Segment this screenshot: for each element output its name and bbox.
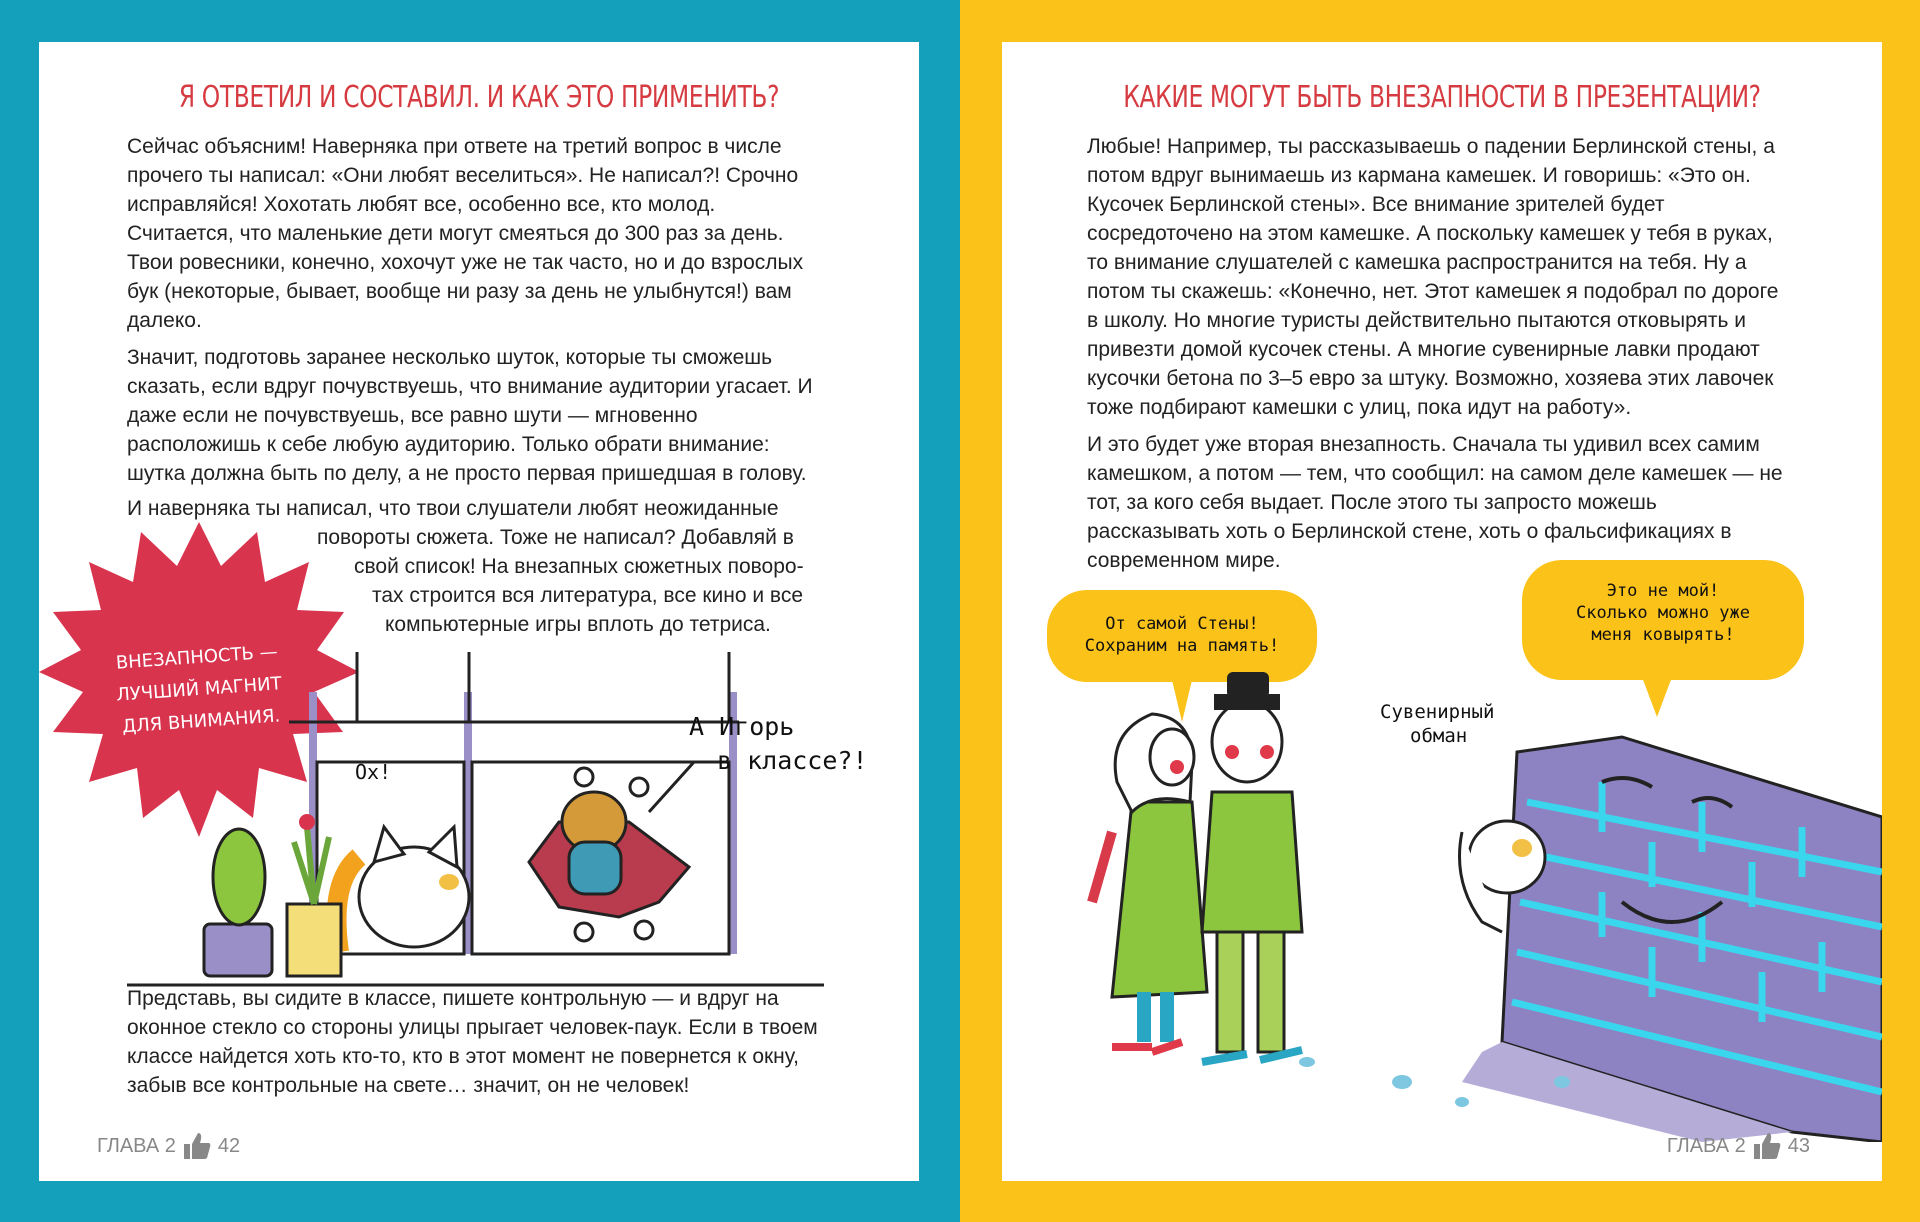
berlin-wall-illustration	[1002, 602, 1882, 1142]
thumbs-up-icon	[182, 1131, 212, 1161]
left-paragraph-1: Сейчас объясним! Наверняка при ответе на третий вопрос в числе прочего ты написал: «Они любят веселиться». Не написал?! Срочно исправляйся! Хохотать любят все, особенно все, кто молод. Считается, что маленькие дети могут смеяться до 300 раз за день. Твои ровесники, конечно, хохочут уже не так часто, но и до взрослых бук (некоторые, бывает, вообще ни разу за день не улыбнутся!) вам далеко.	[127, 135, 804, 332]
cat-speech: Ох!	[355, 760, 392, 784]
right-page	[1002, 42, 1882, 1181]
man-head	[1212, 702, 1282, 782]
left-bottom-paragraph: Представь, вы сидите в классе, пишете контрольную — и вдруг на оконное стекло со стороны улицы прыгает человек-паук. Если в твоем классе найдется хоть кто-то, кто в этот момент не повернется к окну, забыв все контрольные на свете… значит, он не человек!	[127, 987, 818, 1097]
cactus	[213, 829, 265, 925]
man-hat	[1227, 672, 1269, 698]
left-page	[39, 42, 919, 1181]
right-page-heading: КАКИЕ МОГУТ БЫТЬ ВНЕЗАПНОСТИ В ПРЕЗЕНТАЦИИ?	[1123, 80, 1761, 115]
right-paragraph-1: Любые! Например, ты рассказываешь о падении Берлинской стены, а потом вдруг вынимаешь из кармана камешек. И говоришь: «Это он. Кусочек Берлинской стены». Все внимание зрителей будет сосредоточено на этом камешке. А поскольку камешек у тебя в руках, то внимание слушателей с камешка распространится на тебя. Ну а потом ты скажешь: «Конечно, нет. Этот камешек я подобрал по дороге в школу. Но многие туристы действительно пытаются отковырять и привезти домой кусочек стены. А многие сувенирные лавки продают кусочки бетона по 3–5 евро за штуку. Возможно, хозяева этих лавочек тоже подбирают камешки с улиц, пока идут на работу».	[1087, 135, 1779, 419]
hero-speech: А Игорь в классе?!	[689, 712, 868, 775]
flower-pot	[287, 904, 341, 976]
couple-speech-bubble: От самой Стены! Сохраним на память!	[1047, 590, 1317, 682]
starburst-text: ВНЕЗАПНОСТЬ — ЛУЧШИЙ МАГНИТ ДЛЯ ВНИМАНИЯ.	[115, 641, 283, 738]
left-paragraph-3: И наверняка ты написал, что твои слушатели любят неожиданные повороты сюжета. Тоже не написал? Добавляй в свой список! На внезапных сюжетных поворо- тах строится вся литература, все кино и все компьютерные игры вплоть до тетриса.	[127, 497, 804, 636]
hero-body	[569, 842, 621, 894]
left-paragraph-2: Значит, подготовь заранее несколько шуток, которые ты сможешь сказать, если вдруг почувствуешь, что внимание аудитории угасает. И даже если не почувствуешь, все равно шути — мгновенно расположишь к себе любую аудиторию. Только обрати внимание: шутка должна быть по делу, а не просто первая пришедшая в голову.	[127, 346, 813, 485]
woman-coat	[1112, 802, 1207, 997]
cat-label: Сувенирный обман	[1380, 701, 1495, 747]
wall-speech-bubble: Это не мой! Сколько можно уже меня ковырять!	[1522, 560, 1804, 680]
left-page-heading: Я ОТВЕТИЛ И СОСТАВИЛ. И КАК ЭТО ПРИМЕНИТЬ?	[178, 80, 780, 115]
right-page-footer	[1667, 1131, 1810, 1161]
right-paragraph-2: И это будет уже вторая внезапность. Сначала ты удивил всех самим камешком, а потом — тем, что сообщил: на самом деле камешек — не тот, за кого себя выдает. После этого ты запросто можешь рассказывать хоть о Берлинской стене, хоть о фальсификациях в современном мире.	[1087, 433, 1783, 572]
thumbs-up-icon	[1752, 1131, 1782, 1161]
page-number: 42	[217, 1134, 241, 1157]
man-coat	[1202, 792, 1302, 932]
chapter-label: ГЛАВА 2	[1666, 1134, 1746, 1157]
page-number: 43	[1787, 1134, 1810, 1157]
left-page-text	[127, 132, 819, 496]
chapter-label: ГЛАВА 2	[97, 1134, 176, 1157]
cactus-pot	[204, 924, 272, 976]
left-page-footer	[97, 1131, 240, 1161]
right-page-text	[1087, 132, 1791, 583]
